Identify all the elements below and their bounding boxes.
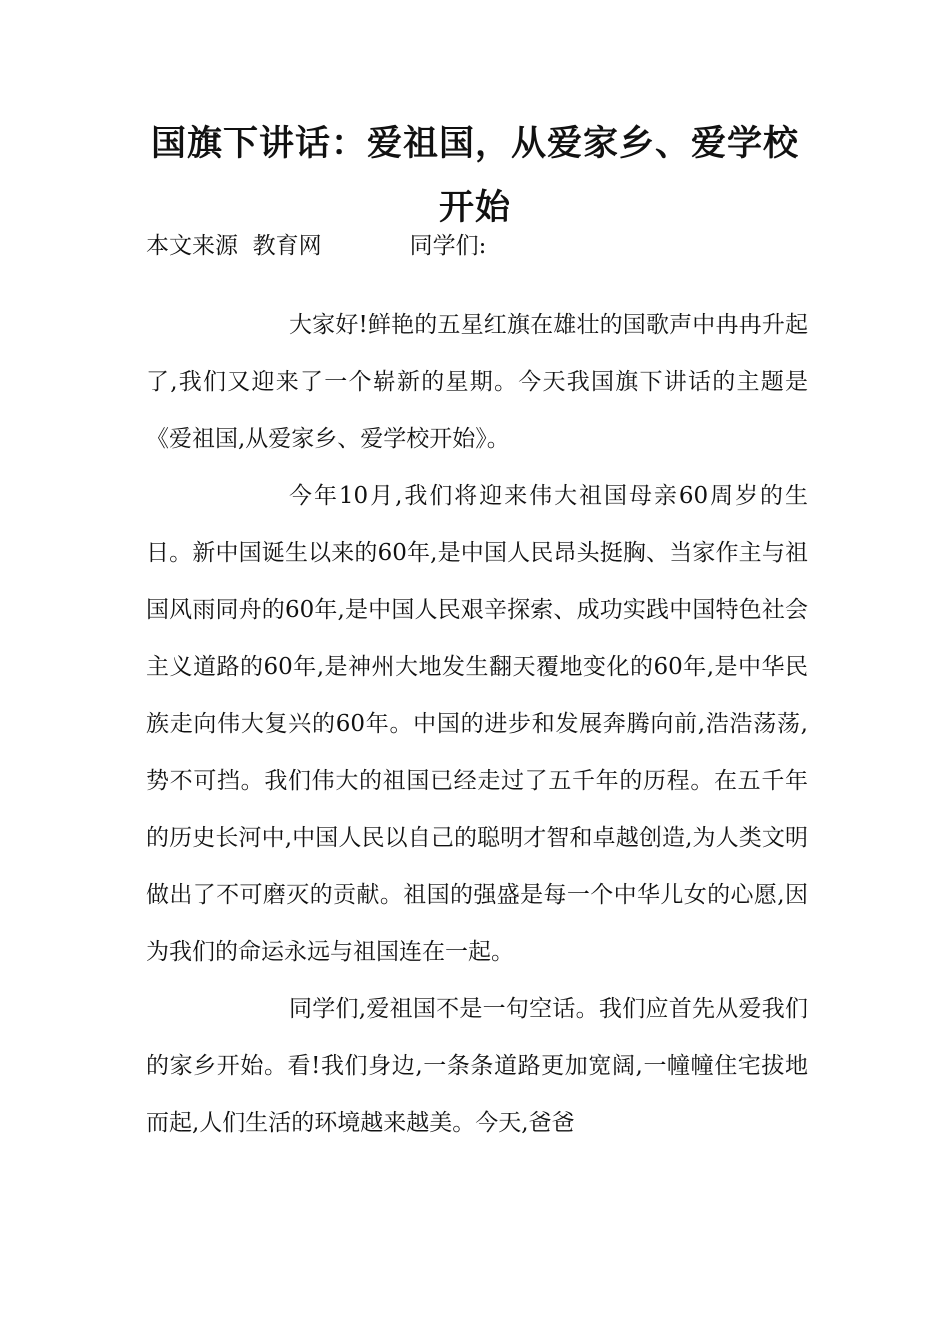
document-title [140,112,810,240]
paragraph-1: 大家好!鲜艳的五星红旗在雄壮的国歌声中冉冉升起了,我们又迎来了一个崭新的星期。今天我国旗下讲话的主题是《爱祖国,从爱家乡、爱学校开始》。 [146,312,808,452]
source-line [146,226,486,266]
title-line-1: 国旗下讲话：爱祖国，从爱家乡、爱学校 [150,124,799,164]
title-line-2: 开始 [438,188,511,228]
greeting: 同学们: [409,233,487,259]
paragraph-2: 今年10月,我们将迎来伟大祖国母亲60周岁的生日。新中国诞生以来的60年,是中国人民昂头挺胸、当家作主与祖国风雨同舟的60年,是中国人民艰辛探索、成功实践中国特色社会主义道路的60年,是神州大地发生翻天覆地变化的60年,是中华民族走向伟大复兴的60年。中国的进步和发展奔腾向前,浩浩荡荡,势不可挡。我们伟大的祖国已经走过了五千年的历程。在五千年的历史长河中,中国人民以自己的聪明才智和卓越创造,为人类文明做出了不可磨灭的贡献。祖国的强盛是每一个中华儿女的心愿,因为我们的命运永远与祖国连在一起。 [146,483,808,965]
source-text: 本文来源 教育网 [146,233,322,259]
body-text [146,297,808,1152]
paragraph-3: 同学们,爱祖国不是一句空话。我们应首先从爱我们的家乡开始。看!我们身边,一条条道路更加宽阔,一幢幢住宅拔地而起,人们生活的环境越来越美。今天,爸爸 [146,996,808,1136]
